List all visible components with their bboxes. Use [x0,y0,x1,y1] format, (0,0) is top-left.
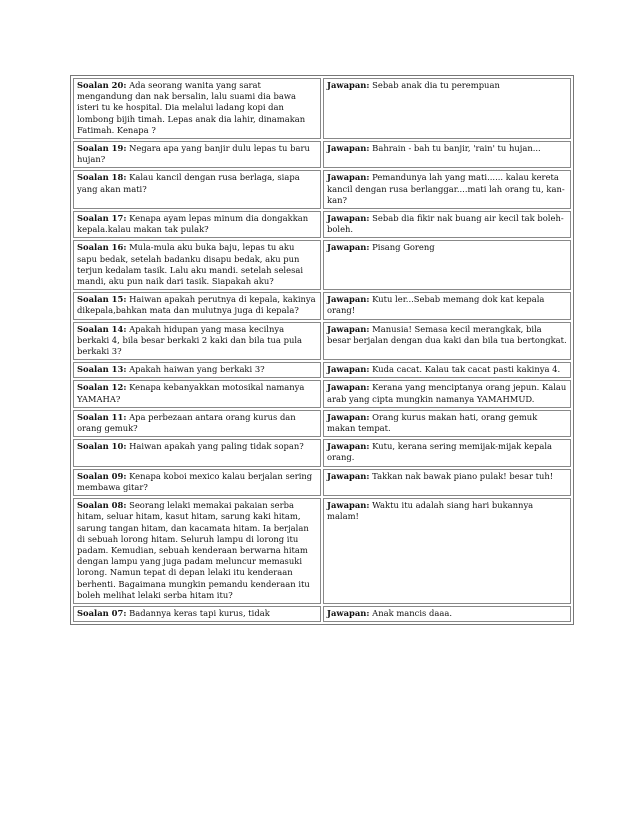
question-text: Kenapa ayam lepas minum dia dongakkan kepala.kalau makan tak pulak? [77,213,309,235]
question-label: Soalan 12: [77,382,127,393]
question-text: Kalau kancil dengan rusa berlaga, siapa yang akan mati? [77,172,300,194]
table-row [73,362,571,378]
answer-label: Jawapan: [327,172,370,183]
question-text: Kenapa koboi mexico kalau berjalan sering membawa gitar? [77,470,313,492]
answer-label: Jawapan: [327,213,370,224]
question-label: Soalan 17: [77,213,127,224]
answer-label: Jawapan: [327,411,370,422]
answer-text: Kutu, kerana sering memijak-mijak kepala orang. [327,441,553,463]
question-label: Soalan 13: [77,364,127,375]
table-row [73,170,571,209]
question-label: Soalan 16: [77,242,127,253]
answer-text: Bahrain - bah tu banjir, 'rain' tu hujan... [372,143,541,154]
table-row [73,240,571,290]
answer-cell [323,410,571,437]
answer-label: Jawapan: [327,242,370,253]
answer-text: Orang kurus makan hati, orang gemuk makan tempat. [327,411,538,434]
table-row [73,439,571,466]
question-text: Seorang lelaki memakai pakaian serba hitam, seluar hitam, kasut hitam, sarung kaki hitam, sarung tangan hitam, dan kacamata hitam. Ia berjalan di sebuah lorong hitam. Seluruh lampu di lorong itu padam. Kemudian, sebuah kenderaan berwarna hitam dengan lampu yang juga padam meluncur memasuki lorong. Namun tepat di depan lelaki itu kenderaan berhenti. Bagaimana mungkin pemandu kenderaan itu boleh melihat lelaki serba hitam itu? [77,500,310,600]
answer-label: Jawapan: [327,441,370,452]
question-text: Haiwan apakah yang paling tidak sopan? [129,441,304,452]
answer-text: Waktu itu adalah siang hari bukannya malam! [327,500,534,522]
question-cell [73,170,321,209]
question-cell [73,292,321,319]
answer-text: Pemandunya lah yang mati...... kalau kereta kancil dengan rusa berlanggar....mati lah orang tu, kan-kan? [327,172,565,205]
answer-label: Jawapan: [327,364,370,375]
question-text: Ada seorang wanita yang sarat mengandung dan nak bersalin, lalu suami dia bawa isteri tu ke hospital. Dia melalui ladang kopi dan lombong bijih timah. Lepas anak dia lahir, dinamakan Fatimah. Kenapa ? [77,80,306,135]
question-cell [73,498,321,604]
answer-text: Takkan nak bawak piano pulak! besar tuh! [372,470,554,481]
answer-label: Jawapan: [327,294,370,305]
answer-label: Jawapan: [327,500,370,511]
answer-cell [323,292,571,319]
question-cell [73,410,321,437]
table-row [73,410,571,437]
answer-text: Sebab anak dia tu perempuan [372,80,500,90]
answer-text: Pisang Goreng [372,242,435,253]
table-row [73,141,571,168]
answer-cell [323,170,571,209]
answer-text: Sebab dia fikir nak buang air kecil tak boleh-boleh. [327,213,564,235]
question-cell [73,380,321,407]
table-row [73,292,571,319]
question-cell [73,211,321,238]
question-text: Apa perbezaan antara orang kurus dan orang gemuk? [77,411,296,434]
answer-text: Kerana yang menciptanya orang jepun. Kalau arab yang cipta mungkin namanya YAMAHMUD. [327,382,567,404]
answer-text: Anak mancis daaa. [372,607,453,618]
question-cell [73,606,321,622]
table-row [73,380,571,407]
question-text: Kenapa kebanyakkan motosikal namanya YAMAHA? [77,382,305,404]
question-text: Mula-mula aku buka baju, lepas tu aku sapu bedak, setelah badanku disapu bedak, aku pun terjun kedalam tasik. Lalu aku mandi. setelah selesai mandi, aku pun naik dari tasik. Siapakah aku? [77,242,304,287]
question-text: Apakah hidupan yang masa kecilnya berkaki 4, bila besar berkaki 2 kaki dan bila tua pula berkaki 3? [77,323,303,357]
answer-label: Jawapan: [327,470,370,481]
question-cell [73,240,321,290]
answer-cell [323,469,571,496]
table-row [73,211,571,238]
answer-cell [323,439,571,466]
answer-cell [323,240,571,290]
question-cell [73,469,321,496]
table-row [73,498,571,604]
answer-cell [323,380,571,407]
answer-label: Jawapan: [327,323,370,334]
answer-label: Jawapan: [327,80,370,90]
question-label: Soalan 11: [77,411,127,422]
question-cell [73,141,321,168]
question-label: Soalan 19: [77,143,127,154]
question-cell [73,78,321,139]
answer-cell [323,322,571,361]
question-label: Soalan 08: [77,500,127,511]
question-label: Soalan 07: [77,607,127,618]
question-label: Soalan 18: [77,172,127,183]
answer-label: Jawapan: [327,382,370,393]
answer-cell [323,211,571,238]
table-row [73,606,571,622]
table-row [73,78,571,139]
answer-text: Kutu ler...Sebab memang dok kat kepala orang! [327,294,545,316]
question-cell [73,322,321,361]
question-label: Soalan 15: [77,294,127,305]
question-cell [73,362,321,378]
question-cell [73,439,321,466]
question-label: Soalan 10: [77,441,127,452]
answer-cell [323,606,571,622]
question-text: Negara apa yang banjir dulu lepas tu baru hujan? [77,143,310,165]
question-text: Badannya keras tapi kurus, tidak [129,607,270,618]
question-label: Soalan 09: [77,470,127,481]
question-text: Haiwan apakah perutnya di kepala, kakinya dikepala,bahkan mata dan mulutnya juga di kepala? [77,294,316,316]
question-label: Soalan 14: [77,323,127,334]
question-label: Soalan 20: [77,80,127,90]
qa-table-body [73,78,571,622]
question-text: Apakah haiwan yang berkaki 3? [129,364,265,375]
answer-label: Jawapan: [327,143,370,154]
table-row [73,322,571,361]
answer-cell [323,78,571,139]
answer-text: Manusia! Semasa kecil merangkak, bila besar berjalan dengan dua kaki dan bila tua bertongkat. [327,323,567,345]
answer-label: Jawapan: [327,607,370,618]
answer-text: Kuda cacat. Kalau tak cacat pasti kakinya 4. [372,364,561,375]
answer-cell [323,498,571,604]
answer-cell [323,362,571,378]
answer-cell [323,141,571,168]
table-row [73,469,571,496]
qa-document [70,75,568,625]
qa-table [70,75,574,625]
